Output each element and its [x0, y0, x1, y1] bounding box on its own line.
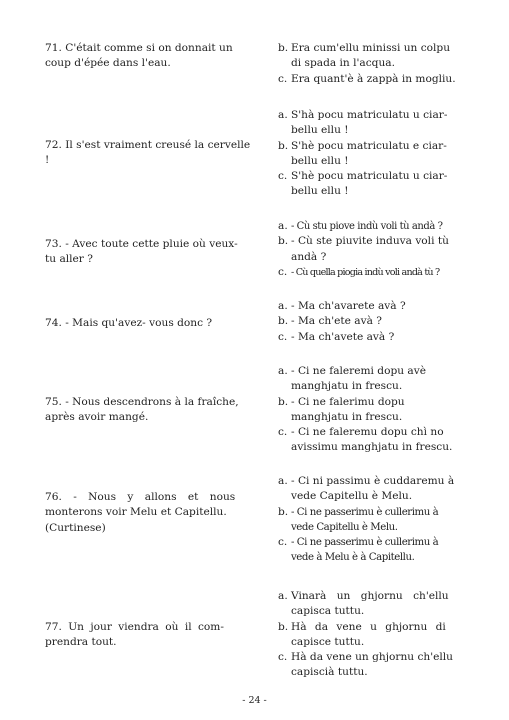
- option-line: - Cù quella piogia indù voli andà tù ?: [291, 266, 440, 278]
- french-line: après avoir mangé.: [45, 411, 149, 424]
- option-a: [278, 474, 468, 505]
- option-letter: a.: [278, 590, 288, 602]
- option-letter: b.: [278, 620, 289, 633]
- french-line: coup d'épée dans l'eau.: [45, 57, 171, 70]
- option-letter: c.: [278, 536, 288, 549]
- french-sentence: [45, 41, 253, 72]
- option-line: - Ma ch'avete avà ?: [291, 330, 395, 343]
- option-letter: b.: [278, 315, 289, 328]
- french-sentence: [45, 395, 253, 426]
- option-line: vede Capitellu è Melu.: [291, 521, 398, 533]
- option-line: bellu ellu !: [291, 154, 349, 167]
- option-c: [278, 425, 468, 456]
- option-line: - Cù ste piuvite induva voli tù: [291, 235, 449, 248]
- option-letter: a.: [278, 365, 288, 377]
- option-line: - Ci ne faleremu dopu chì no: [291, 426, 444, 439]
- answer-options: [278, 589, 468, 681]
- french-line: monterons voir Melu et Capitellu.: [45, 506, 227, 519]
- option-line: vede à Melu è à Capitellu.: [291, 552, 415, 564]
- answer-options: [278, 219, 468, 280]
- option-line: Era quant'è à zappà in mogliu.: [291, 72, 456, 85]
- option-line: - Ci ne falerimu dopu: [291, 395, 405, 408]
- french-sentence: [45, 316, 253, 331]
- french-sentence: [45, 490, 253, 536]
- option-letter: b.: [278, 42, 289, 54]
- french-line: 71. C'était comme si on donnait un: [45, 42, 233, 54]
- page-number: - 24 -: [242, 695, 267, 706]
- option-line: capisce tuttu.: [291, 635, 365, 648]
- french-line: prendra tout.: [45, 636, 117, 649]
- french-sentence: [45, 138, 253, 169]
- option-a: [278, 589, 468, 620]
- option-line: bellu ellu !: [291, 124, 349, 137]
- option-c: [278, 265, 468, 280]
- option-line: manghjatu in frescu.: [291, 410, 403, 423]
- option-c: [278, 330, 468, 345]
- option-letter: a.: [278, 109, 288, 121]
- option-line: S'hè pocu matriculatu e ciar-: [291, 139, 447, 152]
- answer-options: [278, 299, 468, 345]
- option-letter: c.: [278, 265, 288, 278]
- option-letter: b.: [278, 235, 289, 248]
- answer-options: [278, 41, 468, 87]
- option-b: [278, 395, 468, 426]
- option-c: [278, 169, 468, 200]
- option-line: Era cum'ellu minissi un colpu: [291, 42, 451, 54]
- option-line: - Ci ne passerimu è cullerimu à: [291, 537, 439, 549]
- option-b: [278, 314, 468, 329]
- option-letter: b.: [278, 139, 289, 152]
- option-line: S'hà pocu matriculatu u ciar-: [291, 109, 448, 121]
- option-letter: c.: [278, 330, 288, 343]
- option-a: [278, 364, 468, 395]
- option-letter: b.: [278, 395, 289, 408]
- option-line: - Ma ch'avarete avà ?: [291, 300, 406, 312]
- option-line: Hà da vene u ghjornu di: [291, 620, 446, 633]
- option-letter: b.: [278, 505, 289, 518]
- french-line: 74. - Mais qu'avez- vous donc ?: [45, 317, 213, 329]
- answer-options: [278, 108, 468, 200]
- option-line: andà ?: [291, 250, 327, 263]
- option-letter: c.: [278, 170, 288, 183]
- option-b: [278, 505, 468, 536]
- option-letter: c.: [278, 426, 288, 439]
- french-line: 75. - Nous descendrons à la fraîche,: [45, 396, 239, 408]
- answer-options: [278, 364, 468, 456]
- option-b: [278, 139, 468, 170]
- option-line: avissimu manghjatu in frescu.: [291, 441, 453, 454]
- french-sentence: [45, 237, 253, 268]
- option-line: di spada in l'acqua.: [291, 57, 395, 70]
- french-line: 77. Un jour viendra où il com-: [45, 621, 224, 633]
- french-line: (Curtinese): [45, 521, 106, 534]
- option-b: [278, 620, 468, 651]
- option-c: [278, 535, 468, 566]
- option-c: [278, 650, 468, 681]
- french-line: 72. Il s'est vraiment creusé la cervelle !: [45, 139, 251, 167]
- option-line: - Ci ne passerimu è cullerimu à: [291, 506, 439, 518]
- option-line: vede Capitellu è Melu.: [291, 490, 413, 503]
- option-b: [278, 234, 468, 265]
- option-line: - Ma ch'ete avà ?: [291, 315, 382, 328]
- option-b: [278, 41, 468, 72]
- option-c: [278, 72, 468, 87]
- french-line: tu aller ?: [45, 253, 93, 266]
- french-line: 76. - Nous y allons et nous: [45, 491, 236, 503]
- option-letter: a.: [278, 220, 288, 232]
- option-a: [278, 299, 468, 314]
- option-letter: c.: [278, 651, 288, 664]
- option-a: [278, 219, 468, 234]
- option-line: S'hè pocu matriculatu u ciar-: [291, 170, 448, 183]
- option-letter: c.: [278, 72, 288, 85]
- answer-options: [278, 474, 468, 566]
- option-line: Vinarà un ghjornu ch'ellu: [291, 590, 449, 602]
- option-line: - Ci ni passimu è cuddaremu à: [291, 475, 455, 487]
- french-line: 73. - Avec toute cette pluie où veux-: [45, 238, 238, 250]
- option-letter: a.: [278, 300, 288, 312]
- option-line: manghjatu in frescu.: [291, 380, 403, 393]
- option-line: capisca tuttu.: [291, 605, 365, 618]
- option-line: capiscià tuttu.: [291, 666, 368, 679]
- option-a: [278, 108, 468, 139]
- option-letter: a.: [278, 475, 288, 487]
- french-sentence: [45, 620, 253, 651]
- option-line: bellu ellu !: [291, 185, 349, 198]
- option-line: - Ci ne faleremi dopu avè: [291, 365, 426, 377]
- option-line: Hà da vene un ghjornu ch'ellu: [291, 651, 453, 664]
- option-line: - Cù stu piove indù voli tù andà ?: [291, 221, 443, 232]
